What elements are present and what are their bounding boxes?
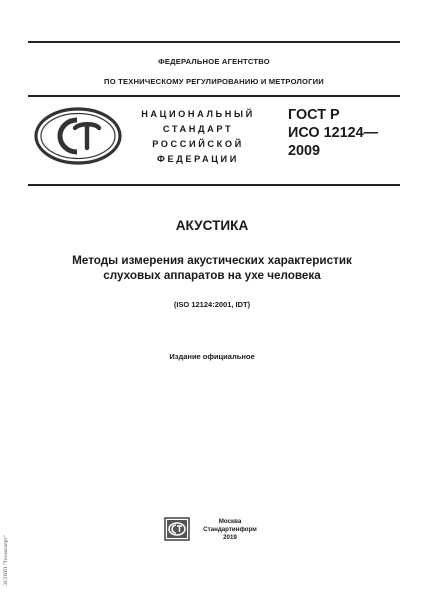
agency-rule <box>28 95 400 97</box>
subtitle-line-2: слуховых аппаратов на ухе человека <box>103 269 321 282</box>
standard-type <box>138 107 258 167</box>
rst-logo-icon <box>33 106 123 166</box>
publisher-name: Стандартинформ <box>203 526 257 533</box>
subtitle-line-1: Методы измерения акустических характеристик <box>72 254 352 267</box>
iso-reference: (ISO 12124:2001, IDT) <box>173 300 251 309</box>
designation-line-2: ИСО 12124— <box>288 125 378 141</box>
document-title: АКУСТИКА <box>175 218 249 233</box>
standard-type-line-1: НАЦИОНАЛЬНЫЙ <box>141 109 255 119</box>
standard-designation <box>288 106 378 160</box>
edition-note: Издание официальное <box>169 352 255 361</box>
publisher-year: 2019 <box>223 534 237 541</box>
designation-line-3: 2009 <box>288 143 321 159</box>
standartinform-icon <box>164 517 190 541</box>
publisher-city: Москва <box>218 518 242 525</box>
publisher-info <box>200 518 260 542</box>
side-watermark-text: ЭСПИП "Техэксперт" <box>3 534 9 586</box>
rst-logo <box>33 106 123 166</box>
designation-line-1: ГОСТ Р <box>288 107 340 123</box>
document-subtitle <box>0 253 424 283</box>
header-bottom-rule <box>28 184 400 186</box>
top-rule <box>28 41 400 43</box>
standard-type-line-2: СТАНДАРТ <box>162 124 234 134</box>
agency-line-1: ФЕДЕРАЛЬНОЕ АГЕНТСТВО <box>158 57 270 66</box>
standard-type-line-3: РОССИЙСКОЙ <box>152 139 244 149</box>
standard-type-line-4: ФЕДЕРАЦИИ <box>157 154 239 164</box>
agency-line-2: ПО ТЕХНИЧЕСКОМУ РЕГУЛИРОВАНИЮ И МЕТРОЛОГИИ <box>104 77 324 86</box>
publisher-logo <box>164 517 190 541</box>
